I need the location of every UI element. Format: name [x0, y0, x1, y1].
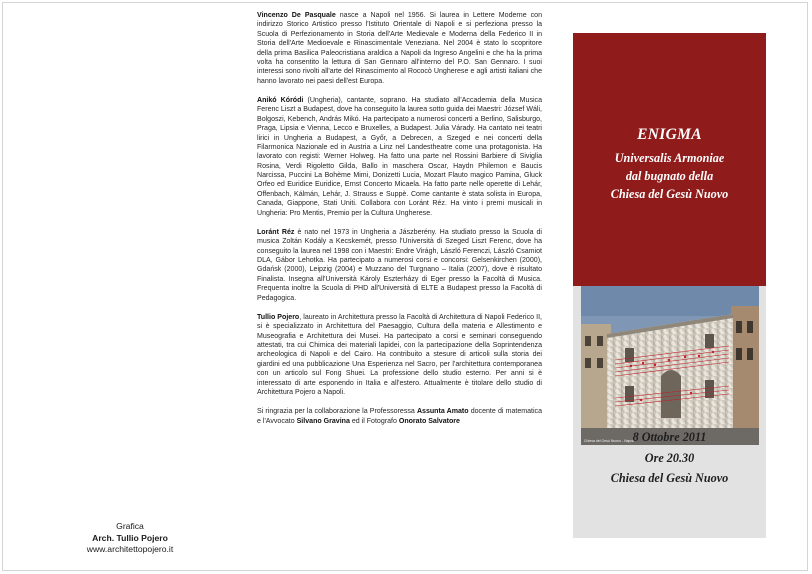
credits-website: www.architettopojero.it — [86, 544, 174, 554]
cover-title-block — [573, 125, 766, 203]
bio-text: , laureato in Architettura presso la Facoltà di Architettura di Napoli Federico II, si è specializzato in Architettura del Paesaggio, Cultura della materia e Allestimento e Museografia e Architettura dei Musei. Ha partecipato a corsi e seminari conseguendo attestati, tra cui Chimica dei materiali lapidei, con la partecipazione della Soprintendenza archeologica di Napoli e del Cairo. Ha contribuito a stesure di articoli sulla storia dei giardini ed una pubblicazione Una Esperienza nel Sacro, per l'architettura contemporanea con un articolo sul Fong Shuei. La professione dello studio esterno. Per anni si è interessato di arte esponendo in Italia e all'estero. Attualmente è titolare dello studio di Architettura Pojero a Napoli. — [257, 313, 542, 396]
bio-paragraph — [257, 228, 542, 303]
cover-subtitle — [573, 150, 766, 203]
bio-text: nasce a Napoli nel 1956. Si laurea in Lettere Moderne con indirizzo Storico Artistico presso l'Istituto Orientale di Napoli e si perfeziona presso la Scuola di Perfezionamento in Storia dell'Arte Medievale e Moderna della Federico II in Storia dell'Arte Medioevale e Rinascimentale Veneziana. Nel 2004 è stato lo scopritore della prima Basilica Paleocristiana araldica a Napoli da Ingreso Angelini e che ha la prima volta ha consentito la lettura di San Gennaro all'interno del P.O. San Gennaro. I suoi interessi sono rivolti all'arte del Rinascimento al Rococò Ungherese e agli artisti italiani che hanno lavorato nei paesi dell'est Europa. — [257, 12, 542, 85]
cover-subtitle-line: Universalis Armoniae — [614, 151, 725, 165]
event-date: 8 Ottobre 2011 — [632, 430, 707, 444]
bio-name: Vincenzo De Pasquale — [257, 12, 336, 19]
ack-name-salvatore: Onorato Salvatore — [398, 417, 460, 425]
credits-designer: Arch. Tullio Pojero — [92, 532, 168, 543]
ack-middle2: ed il Fotografo — [349, 417, 399, 425]
bio-paragraph — [257, 11, 542, 86]
photo-caption: Chiesa del Gesù Nuovo - Napoli — [584, 439, 634, 443]
bio-text: è nato nel 1973 in Ungheria a Jászberény. Ha studiato presso la Scuola di musica Zoltán Kodály a Kecskemét, presso l'Università di Szeged Liszt Ferenc, dove ha conseguito la laurea nel 1998 con i Maestri: Endre Virágh, László Ferenczi, László Csamiot DLA, Gábor Lehotka. Ha partecipato a numerosi corsi e concorsi: Gelsenkirchen (2000), Gdańsk (2000), Leipzig (2004) e Muzzano del Turgnano – Italia (2007), dove è risultato Finalista. Insegna all'Università Károly Eszterházy di Eger presso la Facoltà di Musica. Frequenta inoltre la Scuola di PHD all'Università di ELTE a Budapest presso la Facoltà di Pedagogica. — [257, 228, 542, 302]
cover-panel — [573, 33, 766, 538]
bio-paragraph — [257, 313, 542, 397]
event-time: Ore 20.30 — [644, 450, 695, 465]
acknowledgment-paragraph — [257, 407, 542, 426]
church-facade-photo — [581, 286, 759, 445]
credits-block — [60, 521, 200, 556]
ack-name-amato: Assunta Amato — [416, 408, 469, 416]
bio-paragraph — [257, 96, 542, 218]
bio-name: Tullio Pojero — [257, 313, 300, 321]
ack-name-gravina: Silvano Gravina — [296, 417, 350, 425]
ack-prefix: Si ringrazia per la collaborazione la Professoressa — [257, 408, 417, 416]
church-facade-illustration — [581, 286, 759, 445]
cover-subtitle-line: Chiesa del Gesù Nuovo — [610, 186, 729, 201]
ack-middle: docente di matematica e l'Avvocato — [257, 408, 542, 425]
biography-column — [257, 11, 542, 557]
event-venue: Chiesa del Gesù Nuovo — [610, 471, 729, 485]
bio-name: Loránt Réz — [257, 228, 295, 236]
cover-title: ENIGMA — [637, 126, 702, 143]
bio-name: Anikó Kóródi — [257, 97, 304, 104]
cover-subtitle-line: dal bugnato della — [625, 168, 714, 183]
bio-text: (Ungheria), cantante, soprano. Ha studiato all'Accademia della Musica Ferenc Liszt a Budapest, dove ha conseguito la laurea sotto guida dei Maestri: József Wáli, Bolgoszi, Kebench, András Mikó. Ha partecipato a numerosi concerti a Berlino, Salisburgo, Praga, Lipsia e Vienna, Lecco e Bruxelles, a Budapest. Julia Várady. Ha cantato nei teatri lirici in Ungheria a Budapest, a Győr, a Debrecen, a Szeged e nei concerti della Filarmonica Nazionale ed in Austria a Linz nel Landestheatre come una protagonista. Ha lavorato con registi: Werner Holweg. Ha fatto una parte nel Rossini Barbiere di Siviglia Rosina, Verdi Rigoletto Gilda, Ballo in maschera Oscar, Haydn Philemon e Baucis Narcissa, Puccini La Bohème Mimi, Donizetti Lucia, Mozart Flauto magico Pamina, Gluck Orfeo ed Euridice Euridice, Ernst Concerto Micaela. Ha fatto parte nelle operette di Lehár, Offenbach, Kálmán, Lehár, J. Strauss e Suppè. Come cantante è stata solista in Europa, Canada, Giappone, Stati Uniti. Collabora con Loránt Réz. Ha vinto i premi musicali in Ungheria: Pro Mentis, Premio per la Cultura Ungherese. — [257, 97, 542, 217]
event-details — [573, 427, 766, 489]
credits-heading: Grafica — [116, 521, 144, 531]
